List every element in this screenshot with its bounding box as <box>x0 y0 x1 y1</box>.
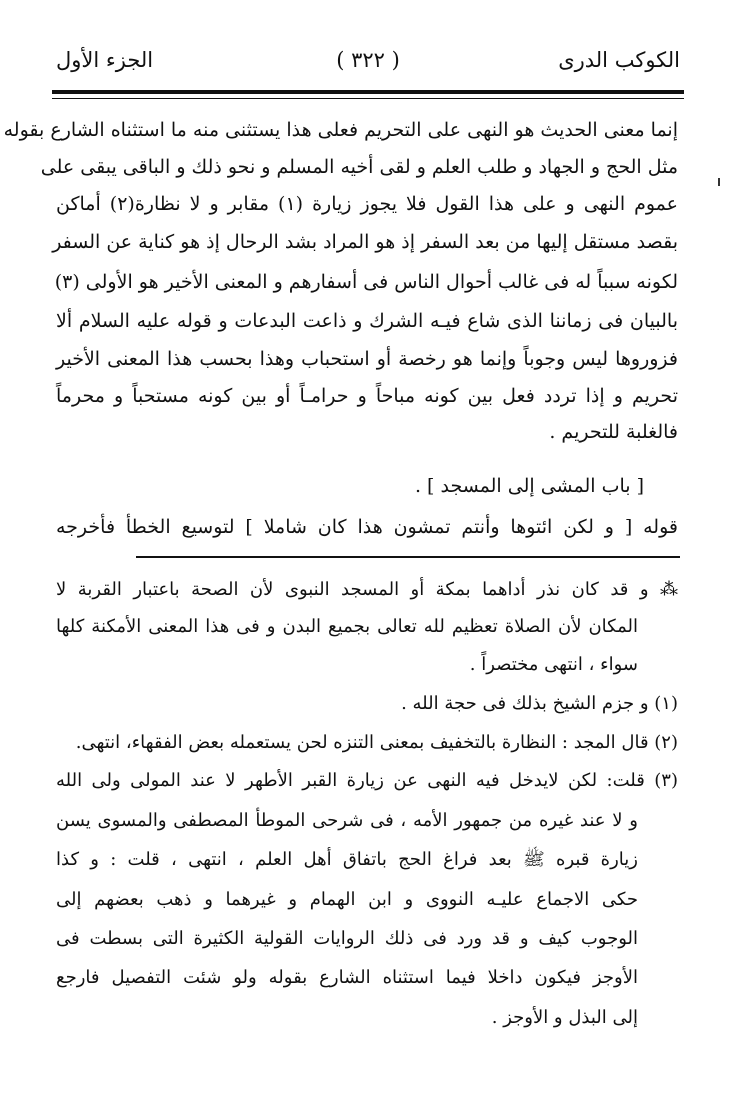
body-line: فالغلبة للتحريم . <box>549 421 678 443</box>
quote-line: قوله [ و لكن ائتوها وأنتم تمشون هذا كان شاملا ] لتوسيع الخطأ فأخرجه <box>56 516 678 538</box>
footnote-line: إلى البذل و الأوجز . <box>491 1007 638 1028</box>
book-title: الكوكب الدرى <box>558 48 680 72</box>
body-line: بالبيان فى زماننا الذى شاع فيـه الشرك و ذاعت البدعات و قوله عليه السلام ألا <box>56 310 678 332</box>
footnote-line: الوجوب كيف و قد ورد فى ذلك الروايات القولية الكثيرة التى بسطت فى <box>56 928 638 949</box>
part-label: الجزء الأول <box>56 48 154 72</box>
chapter-heading: [ باب المشى إلى المسجد ] . <box>414 475 644 497</box>
body-line: عموم النهى و على هذا القول فلا يجوز زيارة (١) مقابر و لا نظارة(٢) أماكن <box>56 193 679 215</box>
footnote-line: زيارة قبره ﷺ بعد فراغ الحج باتفاق أهل العلم ، انتهى ، قلت : و كذا <box>56 849 638 870</box>
body-line: إنما معنى الحديث هو النهى على التحريم فعلى هذا يستثنى منه ما استثناه الشارع بقوله <box>3 119 678 141</box>
margin-mark <box>718 178 720 186</box>
page-number: ( ٣٢٢ ) <box>336 48 400 72</box>
body-line: لكونه سبباً له فى غالب أحوال الناس فى أسفارهم و المعنى الأخير هو الأولى (٣) <box>54 271 678 293</box>
footnote-line: ⁂ و قد كان نذر أداهما بمكة أو المسجد النبوى لأن الصحة باعتبار القربة لا <box>56 579 678 600</box>
header-rule-thin <box>52 98 684 99</box>
footnote-line: المكان لأن الصلاة تعظيم لله تعالى بجميع البدن و فى هذا المعنى الأمكنة كلها <box>56 616 638 637</box>
footnote-2: (٢) قال المجد : النظارة بالتخفيف بمعنى التنزه لحن يستعمله بعض الفقهاء، انتهى. <box>75 732 678 753</box>
body-line: مثل الحج و الجهاد و طلب العلم و لقى أخيه المسلم و نحو ذلك و الباقى يبقى على <box>40 156 678 178</box>
footnote-3: (٣) قلت: لكن لايدخل فيه النهى عن زيارة القبر الأطهر لا عند المولى ولى الله <box>56 770 678 791</box>
body-line: فزوروها ليس وجوباً وإنما هو رخصة أو استحباب وهذا بحسب هذا المعنى الأخير <box>56 348 678 370</box>
footnote-1: (١) و جزم الشيخ بذلك فى حجة الله . <box>401 693 678 714</box>
footnote-line: حكى الاجماع عليـه النووى و ابن الهمام و غيرهما و ذهب بعضهم إلى <box>56 889 638 910</box>
header-rule-thick <box>52 90 684 94</box>
page-header <box>52 38 684 88</box>
footnote-separator <box>136 556 680 558</box>
footnote-line: الأوجز فيكون داخلا فيما استثناه الشارع بقوله ولو شئت التفصيل فارجع <box>56 967 638 988</box>
body-line: بقصد مستقل إليها من بعد السفر إذ هو المراد بشد الرحال إذ هو كناية عن السفر <box>52 231 678 253</box>
footnote-line: و لا عند غيره من جمهور الأمه ، فى شرحى الموطأ المصطفى والمسوى يسن <box>56 810 638 831</box>
footnote-line: سواء ، انتهى مختصراً . <box>469 654 638 675</box>
body-line: تحريم و إذا تردد فعل بين كونه مباحاً و حرامـاً أو بين كونه مستحباً و محرماً <box>56 385 678 407</box>
